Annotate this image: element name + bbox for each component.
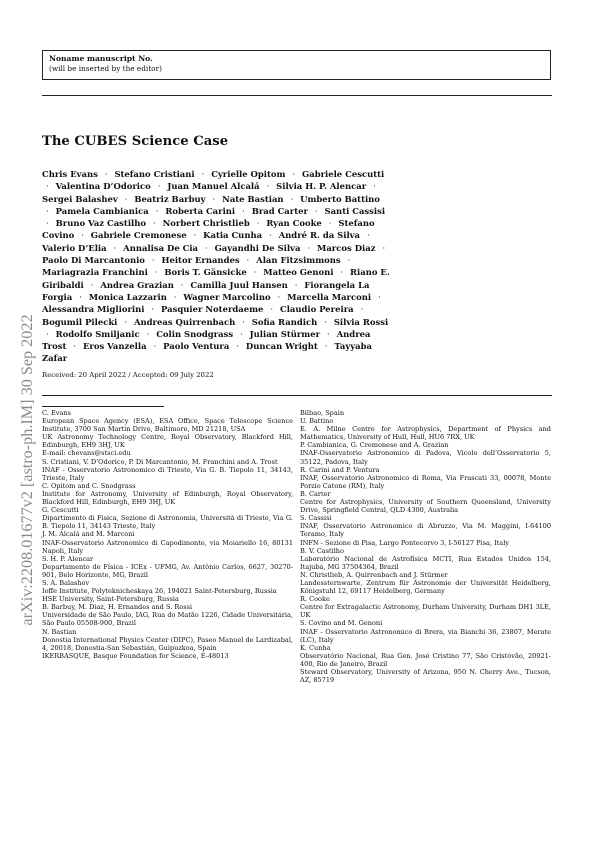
author-name: Beatriz Barbuy [134,193,206,204]
author-name: Wagner Marcolino [183,291,271,302]
author-name: Nate Bastian [222,193,284,204]
author-separator: · [201,169,205,179]
author-name: Sofia Randich [251,316,318,327]
affiliation-line: B. Barbuy, M. Diaz, H. Ernandes and S. Rossi [42,603,193,612]
author-separator: · [242,316,245,327]
author-separator: · [124,193,128,204]
author-separator: · [307,242,311,253]
affiliation-line: B. Carter [300,489,331,498]
received-accepted-dates: Received: 20 April 2022 / Accepted: 09 July 2022 [42,371,214,379]
author-name: Andrea Grazian [100,279,174,290]
author-separator: · [46,205,49,216]
author-name: Duncan Wright [245,341,318,352]
author-separator: · [246,255,250,266]
author-separator: · [157,181,161,192]
author-separator: · [152,218,156,229]
author-name: Andrea Trost [42,328,371,352]
author-separator: · [269,230,272,241]
author-separator: · [360,304,364,315]
author-separator: · [46,218,49,229]
author-name: Silvia H. P. Alencar [276,181,367,192]
author-name: Gayandhi De Silva [214,242,301,253]
author-separator: · [242,205,245,216]
affiliation-line: S. Cassisi [300,514,332,523]
author-list [42,168,392,365]
affiliations-left-column [42,406,293,660]
author-name: Gabriele Cremonese [90,230,187,241]
author-separator: · [292,169,296,179]
author-name: Alessandra Migliorini [42,304,145,315]
author-separator: · [373,181,376,192]
author-separator: · [46,181,49,192]
author-separator: · [151,255,155,266]
author-name: Eros Vanzella [82,341,147,352]
affiliation-line: European Space Agency (ESA), ESA Office, Space Telescope Science Institute, 3700 San Martin Drive, Baltimore, MD 21218, USA [42,417,293,434]
author-separator: · [290,193,294,204]
author-name: Roberta Carini [165,205,236,216]
affiliation-line: INAF - Osservatorio Astronomico di Trieste, Via G. B. Tiepolo 11, 34143, Trieste, Italy [42,465,293,482]
author-separator: · [324,341,328,352]
author-name: Riano E. Giribaldi [42,267,390,290]
affiliation-line: Centre for Astrophysics, University of Southern Queensland, University Drive, Springfield Central, QLD 4300, Australia [300,498,551,515]
affiliation-line: S. Covino and M. Genoni [300,619,383,628]
author-name: Pamela Cambianica [55,205,149,216]
author-name: Heitor Ernandes [161,255,240,266]
header-rule [42,95,552,96]
author-separator: · [113,242,117,253]
author-name: Marcella Marconi [287,291,372,302]
affiliation-line: S. H. P. Alencar [42,554,94,563]
affiliation-line: INFN - Sezione di Pisa, Largo Pontecorvo 3, I-56127 Pisa, Italy [300,538,509,547]
author-separator: · [314,205,318,216]
author-separator: · [204,242,208,253]
arxiv-id[interactable]: arXiv:2208.01677v2 [astro-ph.IM] 30 Sep 2022 [18,314,36,626]
affiliation-line: N. Christlieb, A. Quirrenbach and J. Stürmer [300,570,448,579]
affiliation-line: R. Carini and P. Ventura [300,465,380,474]
affiliation-line: K. Cunha [300,643,331,652]
author-separator: · [366,230,370,241]
affiliation-line: Dipartimento di Fisica, Sezione di Astronomia, Università di Trieste, Via G. B. Tiepolo 11, 34143 Trieste, Italy [42,514,293,531]
paper-title: The CUBES Science Case [42,134,229,149]
author-name: Juan Manuel Alcalá [167,181,260,192]
affiliation-line: Departamento de Física - ICEx - UFMG, Av. Antônio Carlos, 6627, 30270-901, Belo Horizonte, MG, Brazil [42,562,293,579]
author-name: Fiorangela La Forgia [42,279,370,302]
affiliation-line: Centre for Extragalactic Astronomy, Durham University, Durham DH1 3LE, UK [300,603,551,620]
author-separator: · [193,230,197,241]
affiliation-line: INAF-Osservatorio Astronomico di Padova, Vicolo dell’Osservatorio 5, 35122, Padova, Italy [300,449,551,466]
author-separator: · [146,328,150,339]
author-name: Sergei Balashev [42,193,118,204]
affiliation-line: B. V. Castilho [300,546,344,555]
affiliation-line: E. A. Milne Centre for Astrophysics, Department of Physics and Mathematics, University of Hull, Hull, HU6 7RX, UK [300,425,551,442]
author-name: Mariagrazia Franchini [42,267,148,278]
affiliation-line: Institute for Astronomy, University of Edinburgh, Royal Observatory, Blackford Hill, Edinburgh, EH9 3HJ, UK [42,489,293,507]
affiliation-line: INAF - Osservatorio Astronomico di Brera, via Bianchi 36, 23807, Merate (LC), Italy [300,627,551,644]
author-separator: · [236,341,239,352]
author-separator: · [212,193,216,204]
author-separator: · [378,291,381,302]
affiliation-line: Universidade de São Paulo, IAG, Rua do Matão 1226, Cidade Universitária, São Paulo 05508-900, Brazil [42,611,293,628]
author-separator: · [81,230,84,241]
author-separator: · [180,279,184,290]
manuscript-number: Noname manuscript No. [49,54,153,63]
affiliation-line: C. Opitom and C. Snodgrass [42,481,136,490]
affiliation-line: UK Astronomy Technology Centre, Royal Observatory, Blackford Hill, Edinburgh, EH9 3HJ, UK [42,433,293,450]
author-name: Matteo Genoni [263,267,334,278]
author-separator: · [151,304,155,315]
author-separator: · [154,267,158,278]
author-separator: · [382,242,386,253]
author-separator: · [79,291,82,302]
affiliation-line: Steward Observatory, University of Arizona, 950 N. Cherry Ave., Tucson, AZ, 85719 [300,668,551,685]
author-separator: · [253,267,257,278]
author-name: Katia Cunha [203,230,263,241]
author-separator: · [270,304,274,315]
author-name: Valentina D’Odorico [55,181,151,192]
author-name: Claudio Pereira [280,304,354,315]
affiliation-line: Bilbao, Spain [300,409,345,417]
affiliation-line: Landessternwarte, Zentrum für Astronomie der Universität Heidelberg, Königstuhl 12, 69117 Heidelberg, Germany [300,578,551,596]
affiliation-line: HSE University, Saint-Petersburg, Russia [42,595,179,604]
author-separator: · [277,291,281,302]
author-separator: · [104,169,108,179]
author-name: Cyrielle Opitom [211,169,286,179]
editor-note: (will be inserted by the editor) [49,64,162,73]
affiliation-line: J. M. Alcalá and M. Marconi [42,530,135,539]
author-separator: · [155,205,159,216]
author-name: Gabriele Cescutti [302,169,385,179]
author-name: Norbert Christlieb [162,218,250,229]
author-name: Annalisa De Cia [123,242,199,253]
author-name: Julian Stürmer [249,328,321,339]
abstract-rule [42,395,552,396]
author-separator: · [240,328,243,339]
affiliation-line: IKERBASQUE, Basque Foundation for Science, E-48013 [42,651,229,660]
affiliation-line: Ioffe Institute, Polyteknicheskaya 26, 194021 Saint-Petersburg, Russia [42,587,277,596]
author-name: Stefano Cristiani [114,169,195,179]
footnote-rule [42,406,164,407]
affiliation-line: N. Bastian [42,627,77,636]
author-separator: · [73,341,77,352]
author-name: Andreas Quirrenbach [133,316,236,327]
author-separator: · [173,291,177,302]
author-name: Boris T. Gänsicke [164,267,247,278]
affiliation-line: S. A. Balashev [42,578,90,587]
affiliation-line: Donostia International Physics Center (DIPC), Paseo Manuel de Lardizabal, 4, 20018, Donostia-San Sebastián, Guipuzkoa, Spain [42,635,293,652]
affiliation-line: INAF, Osservatorio Astronomico di Roma, Via Frascati 33, 00078, Monte Porzio Catone (RM), Italy [300,473,551,490]
affiliation-line: P. Cambianica, G. Cremonese and A. Grazian [300,441,449,450]
author-name: André R. da Silva [278,230,361,241]
author-name: Stefano Covino [42,218,375,241]
author-name: Colin Snodgrass [156,328,234,339]
author-name: Chris Evans [42,169,98,179]
author-separator: · [46,328,49,339]
author-name: Camilla Juul Hansen [190,279,288,290]
author-name: Umberto Battino [300,193,380,204]
affiliations-right-column [300,406,551,684]
author-name: Paolo Di Marcantonio [42,255,145,266]
author-separator: · [326,328,330,339]
affiliation-line: C. Evans [42,409,71,417]
affiliation-line: U. Battino [300,417,334,426]
author-name: Paolo Ventura [163,341,230,352]
author-separator: · [347,255,351,266]
author-separator: · [324,316,327,327]
author-separator: · [266,181,270,192]
author-name: Alan Fitzsimmons [256,255,341,266]
author-name: Pasquier Noterdaeme [161,304,264,315]
affiliation-line: INAF, Osservatorio Astronomico di Abruzzo, Via M. Maggini, I-64100 Teramo, Italy [300,522,551,539]
author-name: Valerio D’Elia [42,242,107,253]
affiliation-line: S. Cristiani, V. D’Odorico, P. Di Marcantonio, M. Franchini and A. Trost [42,457,278,466]
author-separator: · [340,267,344,278]
affiliation-line: R. Cooke [300,595,330,604]
author-name: Ryan Cooke [266,218,322,229]
author-separator: · [256,218,260,229]
editor-box [42,50,551,80]
author-separator: · [153,341,157,352]
author-name: Bogumil Pilecki [42,316,118,327]
author-name: Tayyaba Zafar [42,341,372,364]
author-name: Bruno Vaz Castilho [55,218,147,229]
affiliation-line: Observatório Nacional, Rua Gen. José Cristino 77, São Cristóvão, 20921-400, Rio de Janeiro, Brazil [300,651,551,668]
author-separator: · [90,279,94,290]
author-name: Brad Carter [251,205,308,216]
affiliation-line: INAF-Osservatorio Astronomico di Capodimonte, via Moiariello 16, 80131 Napoli, Italy [42,538,293,555]
affiliation-line: Laboratório Nacional de Astrofísica MCTI, Rua Estados Unidos 154, Itajubá, MG 37504364, Brazil [300,554,551,571]
affiliation-line: E-mail: chevans@stsci.edu [42,449,131,458]
affiliation-line: G. Cescutti [42,506,79,515]
author-name: Monica Lazzarin [88,291,167,302]
author-name: Silvia Rossi [333,316,389,327]
author-separator: · [328,218,332,229]
author-name: Santi Cassisi [324,205,386,216]
author-name: Rodolfo Smiljanic [55,328,140,339]
author-separator: · [294,279,298,290]
author-separator: · [124,316,128,327]
author-name: Marcos Diaz [317,242,376,253]
